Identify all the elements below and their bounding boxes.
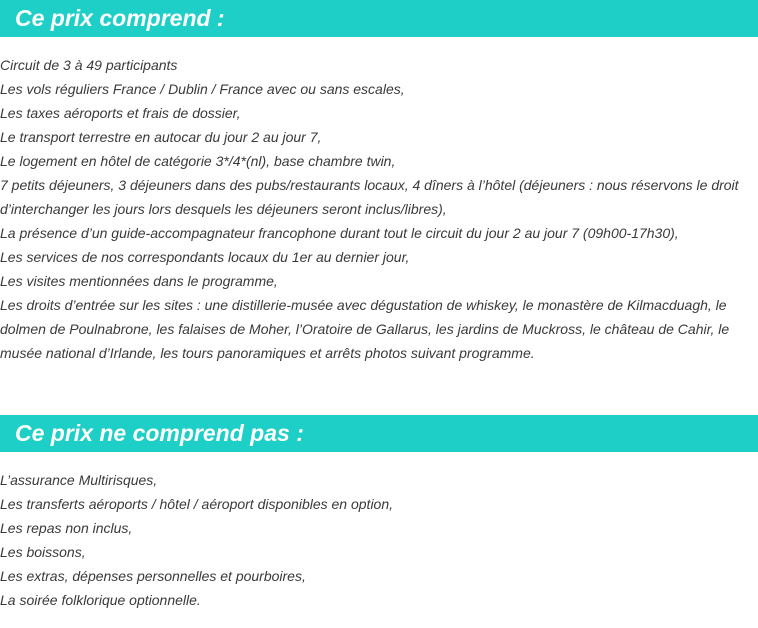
included-items-list [0, 53, 745, 365]
included-item: Les taxes aéroports et frais de dossier, [0, 105, 241, 121]
excluded-item: Les extras, dépenses personnelles et pourboires, [0, 568, 306, 584]
included-item: Les visites mentionnées dans le programme, [0, 273, 278, 289]
excluded-item: Les boissons, [0, 544, 86, 560]
included-item: Les droits d’entrée sur les sites : une distillerie-musée avec dégustation de whiskey, le monastère de Kilmacduagh, le dolmen de Poulnabrone, les falaises de Moher, l’Oratoire de Gallarus, les jardins de Muckross, le château de Cahir, le musée national d’Irlande, les tours panoramiques et arrêts photos suivant programme. [0, 297, 730, 361]
included-item: La présence d’un guide-accompagnateur francophone durant tout le circuit du jour 2 au jour 7 (09h00-17h30), [0, 225, 679, 241]
included-item: Les vols réguliers France / Dublin / France avec ou sans escales, [0, 81, 405, 97]
excluded-section-heading: Ce prix ne comprend pas : [0, 415, 758, 452]
excluded-item: Les transferts aéroports / hôtel / aéroport disponibles en option, [0, 496, 394, 512]
included-item: Le logement en hôtel de catégorie 3*/4*(nl), base chambre twin, [0, 153, 396, 169]
excluded-item: L’assurance Multirisques, [0, 472, 158, 488]
excluded-item: Les repas non inclus, [0, 520, 133, 536]
included-section-heading: Ce prix comprend : [0, 0, 758, 37]
excluded-item: La soirée folklorique optionnelle. [0, 592, 201, 608]
excluded-items-list [0, 468, 745, 612]
included-item: Les services de nos correspondants locaux du 1er au dernier jour, [0, 249, 410, 265]
included-item: Le transport terrestre en autocar du jour 2 au jour 7, [0, 129, 322, 145]
included-item: Circuit de 3 à 49 participants [0, 57, 178, 73]
included-item: 7 petits déjeuners, 3 déjeuners dans des pubs/restaurants locaux, 4 dîners à l’hôtel (déjeuners : nous réservons le droit d’interchanger les jours lors desquels les déjeuners seront inclus/libres), [0, 177, 739, 217]
